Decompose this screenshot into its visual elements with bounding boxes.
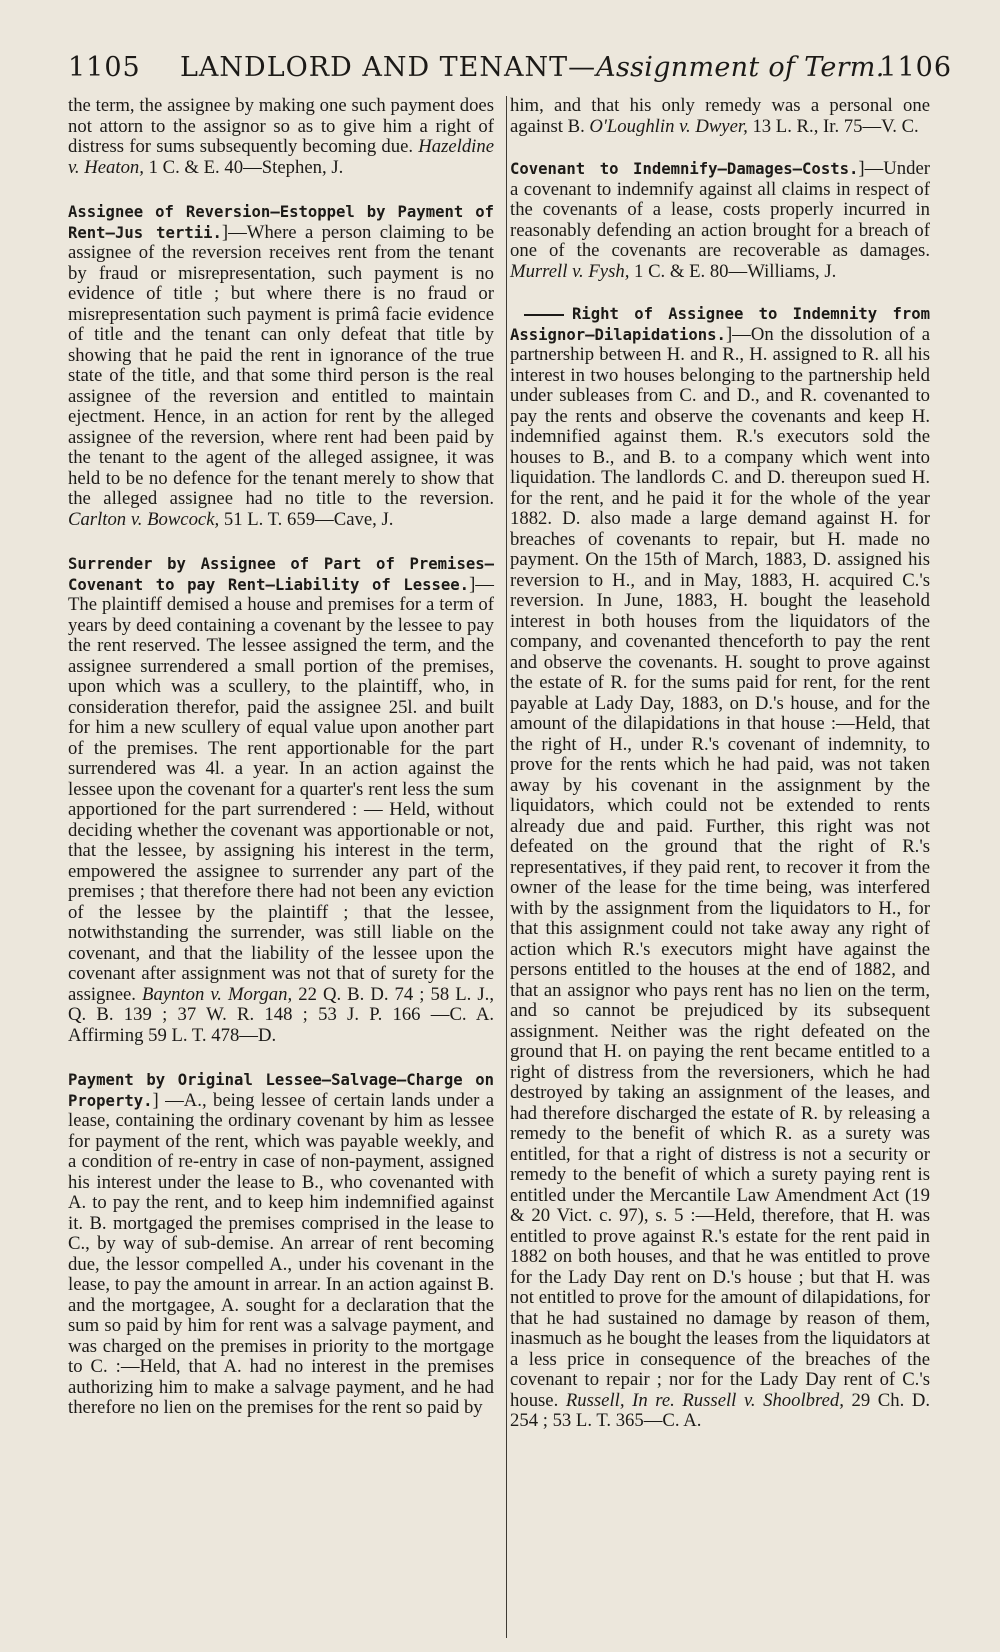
entry-payment-by-original-lessee [68, 1070, 494, 1419]
entry-heading: Assignee of Reversion—Estoppel by Payment of Rent—Jus tertii. [68, 203, 494, 242]
entry-heading: Surrender by Assignee of Part of Premises—Covenant to pay Rent—Liability of Lessee. [68, 555, 494, 594]
case-name: Russell, In re. Russell v. Shoolbred, [565, 1389, 844, 1411]
column-divider [506, 96, 507, 1638]
case-citation: 1 C. & E. 40—Stephen, J. [148, 156, 344, 178]
case-citation: 13 L. R., Ir. 75—V. C. [752, 115, 919, 137]
entry-text: ]—The plaintiff demised a house and premises for a term of years by deed containing a covenant by the lessee to pay the rent reserved. The lessee assigned the term, and the assignee surrendered a small portion of the premises, upon which was a scullery, to the plaintiff, who, in consideration therefor, paid the assignee 25l. and built for him a new scullery of equal value upon another part of the premises. The rent apportionable for the part surrendered was 4l. a year. In an action against the lessee upon the covenant for a quarter's rent less the sum apportioned for the part surrendered : — Held, without deciding whether the covenant was apportionable or not, that the lessee, by assigning his interest in the term, empowered the assignee to surrender any part of the premises ; that therefore there had not been any eviction of the lessee by the plaintiff ; that the lessee, notwithstanding the surrender, was still liable on the covenant, and that the liability of the lessee upon the covenant after assignment was not that of surety for the assignee. [68, 573, 494, 1005]
ditto-dash [524, 314, 564, 316]
paragraph-continued [68, 96, 494, 178]
page-number-right: 1106 [879, 52, 952, 83]
case-citation: 1 C. & E. 80—Williams, J. [634, 260, 837, 282]
paragraph-continued [510, 96, 930, 137]
entry-text: ]—Where a person claiming to be assignee of the reversion receives rent from the tenant by fraud or misrepresentation, such payment is no evidence of title ; but where there is no fraud or misrepresentation such payment is primâ facie evidence of title and the tenant can only defeat that title by showing that he paid the rent in ignorance of the true state of the title, and that some third person is the real assignee of the reversion and entitled to maintain ejectment. Hence, in an action for rent by the alleged assignee of the reversion, where rent had been paid by the tenant to the agent of the alleged assignee, it was held to be no defence for the tenant merely to show that the alleged assignee had no title to the reversion. [68, 221, 494, 509]
paragraph-text: the term, the assignee by making one such payment does not attorn to the assignor so as to give him a right of distress for sums subsequently becoming due. [68, 95, 494, 157]
running-title [180, 52, 885, 83]
case-citation: 29 Ch. D. 254 ; 53 L. T. 365—C. A. [510, 1389, 931, 1431]
entry-surrender-by-assignee [68, 554, 494, 1046]
right-column [510, 96, 930, 1432]
entry-heading: Payment by Original Lessee—Salvage—Charge on Property. [68, 1071, 494, 1110]
entry-covenant-to-indemnify [510, 159, 930, 282]
case-name: Baynton v. Morgan, [142, 983, 293, 1005]
case-name: Carlton v. Bowcock, [68, 508, 220, 530]
entry-assignee-of-reversion [68, 202, 494, 530]
case-name: Hazeldine v. Heaton, [68, 136, 495, 178]
left-column [68, 96, 494, 1419]
paragraph-text: him, and that his only remedy was a personal one against B. [510, 95, 930, 137]
entry-heading: Right of Assignee to Indemnity from Assignor—Dilapidations. [510, 305, 930, 344]
entry-text: ]—On the dissolution of a partnership between H. and R., H. assigned to R. all his interest in two houses belonging to the partnership held under subleases from C. and D., and R. covenanted to pay the rents and observe the covenants and keep H. indemnified against them. R.'s executors sold the houses to B., and B. to a company which went into liquidation. The landlords C. and D. thereupon sued H. for the rent, and he paid it for the whole of the year 1882. D. also made a large demand against H. for breaches of covenants to repair, but H. made no payment. On the 15th of March, 1883, D. assigned his reversion to H., and in May, 1883, H. acquired C.'s reversion. In June, 1883, H. bought the leasehold interest in both houses from the liquidators of the company, and covenanted thenceforth to pay the rent and observe the covenants. H. sought to prove against the estate of R. for the sums paid for rent, for the rent payable at Lady Day, 1883, on D.'s house, and for the amount of the dilapidations in that house :—Held, that the right of H., under R.'s covenant of indemnity, to prove for the rents which he had paid, was not taken away by his covenant in the assignment by the liquidators, which could not be extended to rents already due and paid. Further, this right was not defeated on the ground that the right of R.'s representatives, if they paid rent, to recover it from the owner of the lease for the time being, was interfered with by the assignment from the liquidators to H., for that this assignment could not take away any right of action which R.'s executors might have against the persons entitled to the houses at the end of 1882, and that an assignor who pays rent has no lien on the term, and so cannot be prejudiced by its subsequent assignment. Neither was the right defeated on the ground that H. on paying the rent became entitled to a right of distress from the reversioners, which he had destroyed by taking an assignment of the leases, and had therefore discharged the estate of R. by releasing a remedy to the benefit of which R. as a surety was entitled, for that a right of distress is not a security or remedy to the benefit of which a surety paying rent is entitled under the Mercantile Law Amendment Act (19 & 20 Vict. c. 97), s. 5 :—Held, therefore, that H. was entitled to prove against R.'s estate for the rent paid in 1882 on both houses, and that he was entitled to prove for the Lady Day rent on D.'s house ; but that H. was not entitled to prove for the amount of dilapidations, for that he had sustained no damage by reason of them, inasmuch as he bought the leases from the liquidators at a less price in consequence of the breaches of the covenant to repair ; nor for the Lady Day rent of C.'s house. [510, 323, 930, 1411]
case-citation: 51 L. T. 659—Cave, J. [223, 508, 394, 530]
running-title-italic: Assignment of Term. [596, 52, 885, 83]
running-header [60, 52, 952, 88]
entry-heading: Covenant to Indemnify—Damages—Costs. [510, 160, 859, 178]
entry-right-of-assignee-to-indemnity [510, 304, 930, 1432]
entry-text: ] —A., being lessee of certain lands under a lease, containing the ordinary covenant by him as lessee for payment of the rent, which was payable weekly, and a condition of re-entry in case of non-payment, assigned his interest under the lease to B., who covenanted with A. to pay the rent, and to keep him indemnified against it. B. mortgaged the premises comprised in the lease to C., by way of sub-demise. An arrear of rent becoming due, the lessor compelled A., under his covenant in the lease, to pay the amount in arrear. In an action against B. and the mortgagee, A. sought for a declaration that the sum so paid by him for rent was a salvage payment, and was charged on the premises in priority to the mortgage to C. :—Held, that A. had no interest in the premises authorizing him to make a salvage payment, and he had therefore no lien on the premises for the rent so paid by [68, 1089, 494, 1418]
running-title-main: LANDLORD AND TENANT— [180, 52, 597, 83]
case-citation: 22 Q. B. D. 74 ; 58 L. J., Q. B. 139 ; 37 W. R. 148 ; 53 J. P. 166 —C. A. Affirming 59 L. T. 478—D. [68, 983, 494, 1046]
case-name: O'Loughlin v. Dwyer, [589, 115, 748, 137]
case-name: Murrell v. Fysh, [510, 260, 630, 282]
page-number-left: 1105 [68, 52, 141, 83]
entry-text: ]—Under a covenant to indemnify against all claims in respect of the covenants of a lease, costs properly incurred in reasonably defending an action brought for a breach of one of the covenants are recoverable as damages. [510, 158, 930, 261]
